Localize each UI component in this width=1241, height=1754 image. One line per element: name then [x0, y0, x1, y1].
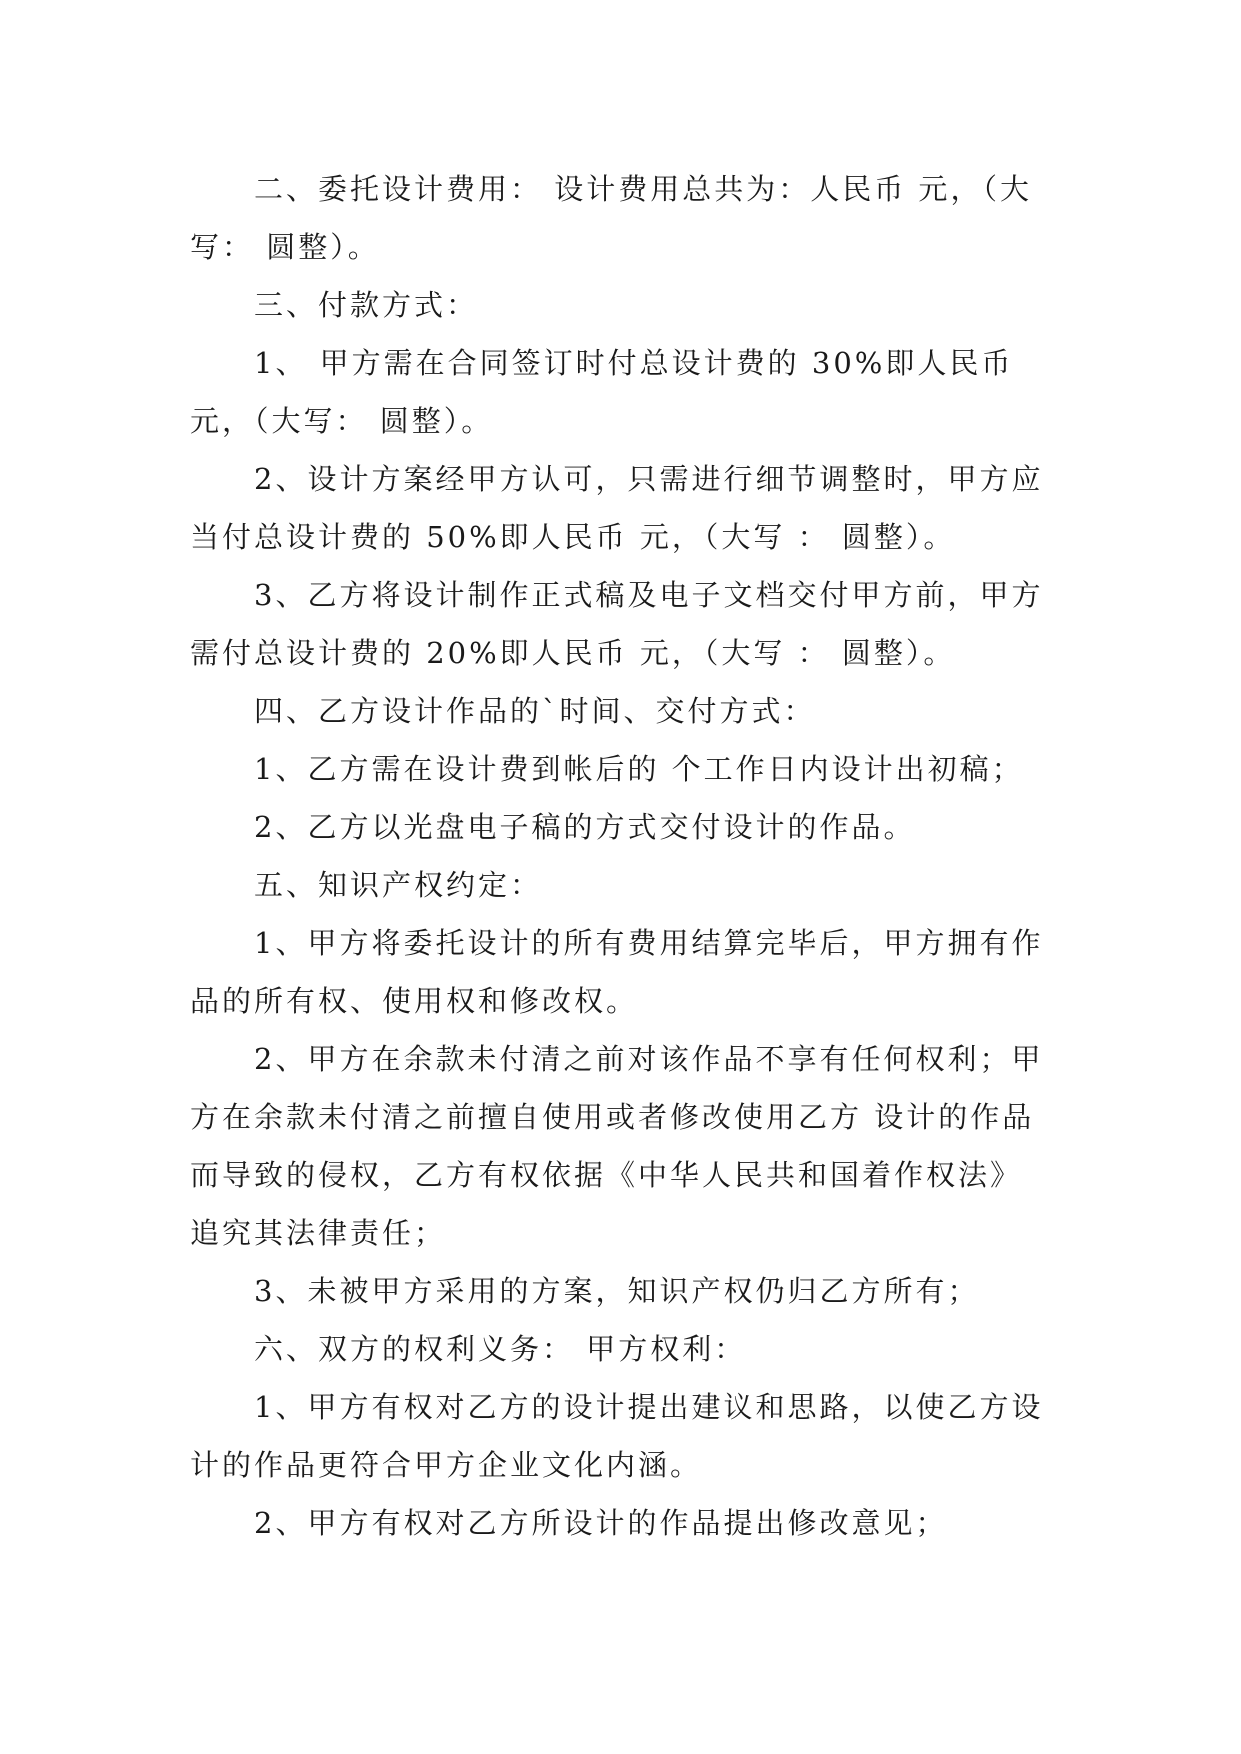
heading-ip: 五、知识产权约定： — [254, 868, 543, 902]
heading-rights-duties: 六、双方的权利义务： 甲方权利： — [254, 1332, 747, 1366]
paragraph-rights-2: 2、甲方有权对乙方所设计的作品提出修改意见； — [254, 1506, 948, 1540]
paragraph-payment-1: 1、 甲方需在合同签订时付总设计费的 30%即人民币 元，（大写： 圆整）。 — [190, 346, 1014, 438]
paragraph-delivery-1: 1、乙方需在设计费到帐后的 个工作日内设计出初稿； — [254, 752, 1024, 786]
heading-delivery: 四、乙方设计作品的`时间、交付方式： — [254, 694, 816, 728]
paragraph-ip-2: 2、甲方在余款未付清之前对该作品不享有任何权利；甲方在余款未付清之前擅自使用或者修改使用乙方 设计的作品而导致的侵权，乙方有权依据《中华人民共和国着作权法》追究其法律责任； — [190, 1042, 1044, 1250]
paragraph-design-fee: 二、委托设计费用： 设计费用总共为：人民币 元，（大写： 圆整）。 — [190, 172, 1032, 264]
paragraph-rights-1: 1、甲方有权对乙方的设计提出建议和思路，以使乙方设计的作品更符合甲方企业文化内涵。 — [190, 1390, 1044, 1482]
document-body — [190, 160, 1050, 1552]
paragraph-payment-2: 2、设计方案经甲方认可，只需进行细节调整时，甲方应当付总设计费的 50%即人民币 元，（大写 ： 圆整）。 — [190, 462, 1044, 554]
paragraph-delivery-2: 2、乙方以光盘电子稿的方式交付设计的作品。 — [254, 810, 916, 844]
paragraph-ip-3: 3、未被甲方采用的方案，知识产权仍归乙方所有； — [254, 1274, 980, 1308]
paragraph-payment-3: 3、乙方将设计制作正式稿及电子文档交付甲方前，甲方需付总设计费的 20%即人民币 元，（大写 ： 圆整）。 — [190, 578, 1044, 670]
heading-payment-method: 三、付款方式： — [254, 288, 479, 322]
paragraph-ip-1: 1、甲方将委托设计的所有费用结算完毕后，甲方拥有作品的所有权、使用权和修改权。 — [190, 926, 1044, 1018]
